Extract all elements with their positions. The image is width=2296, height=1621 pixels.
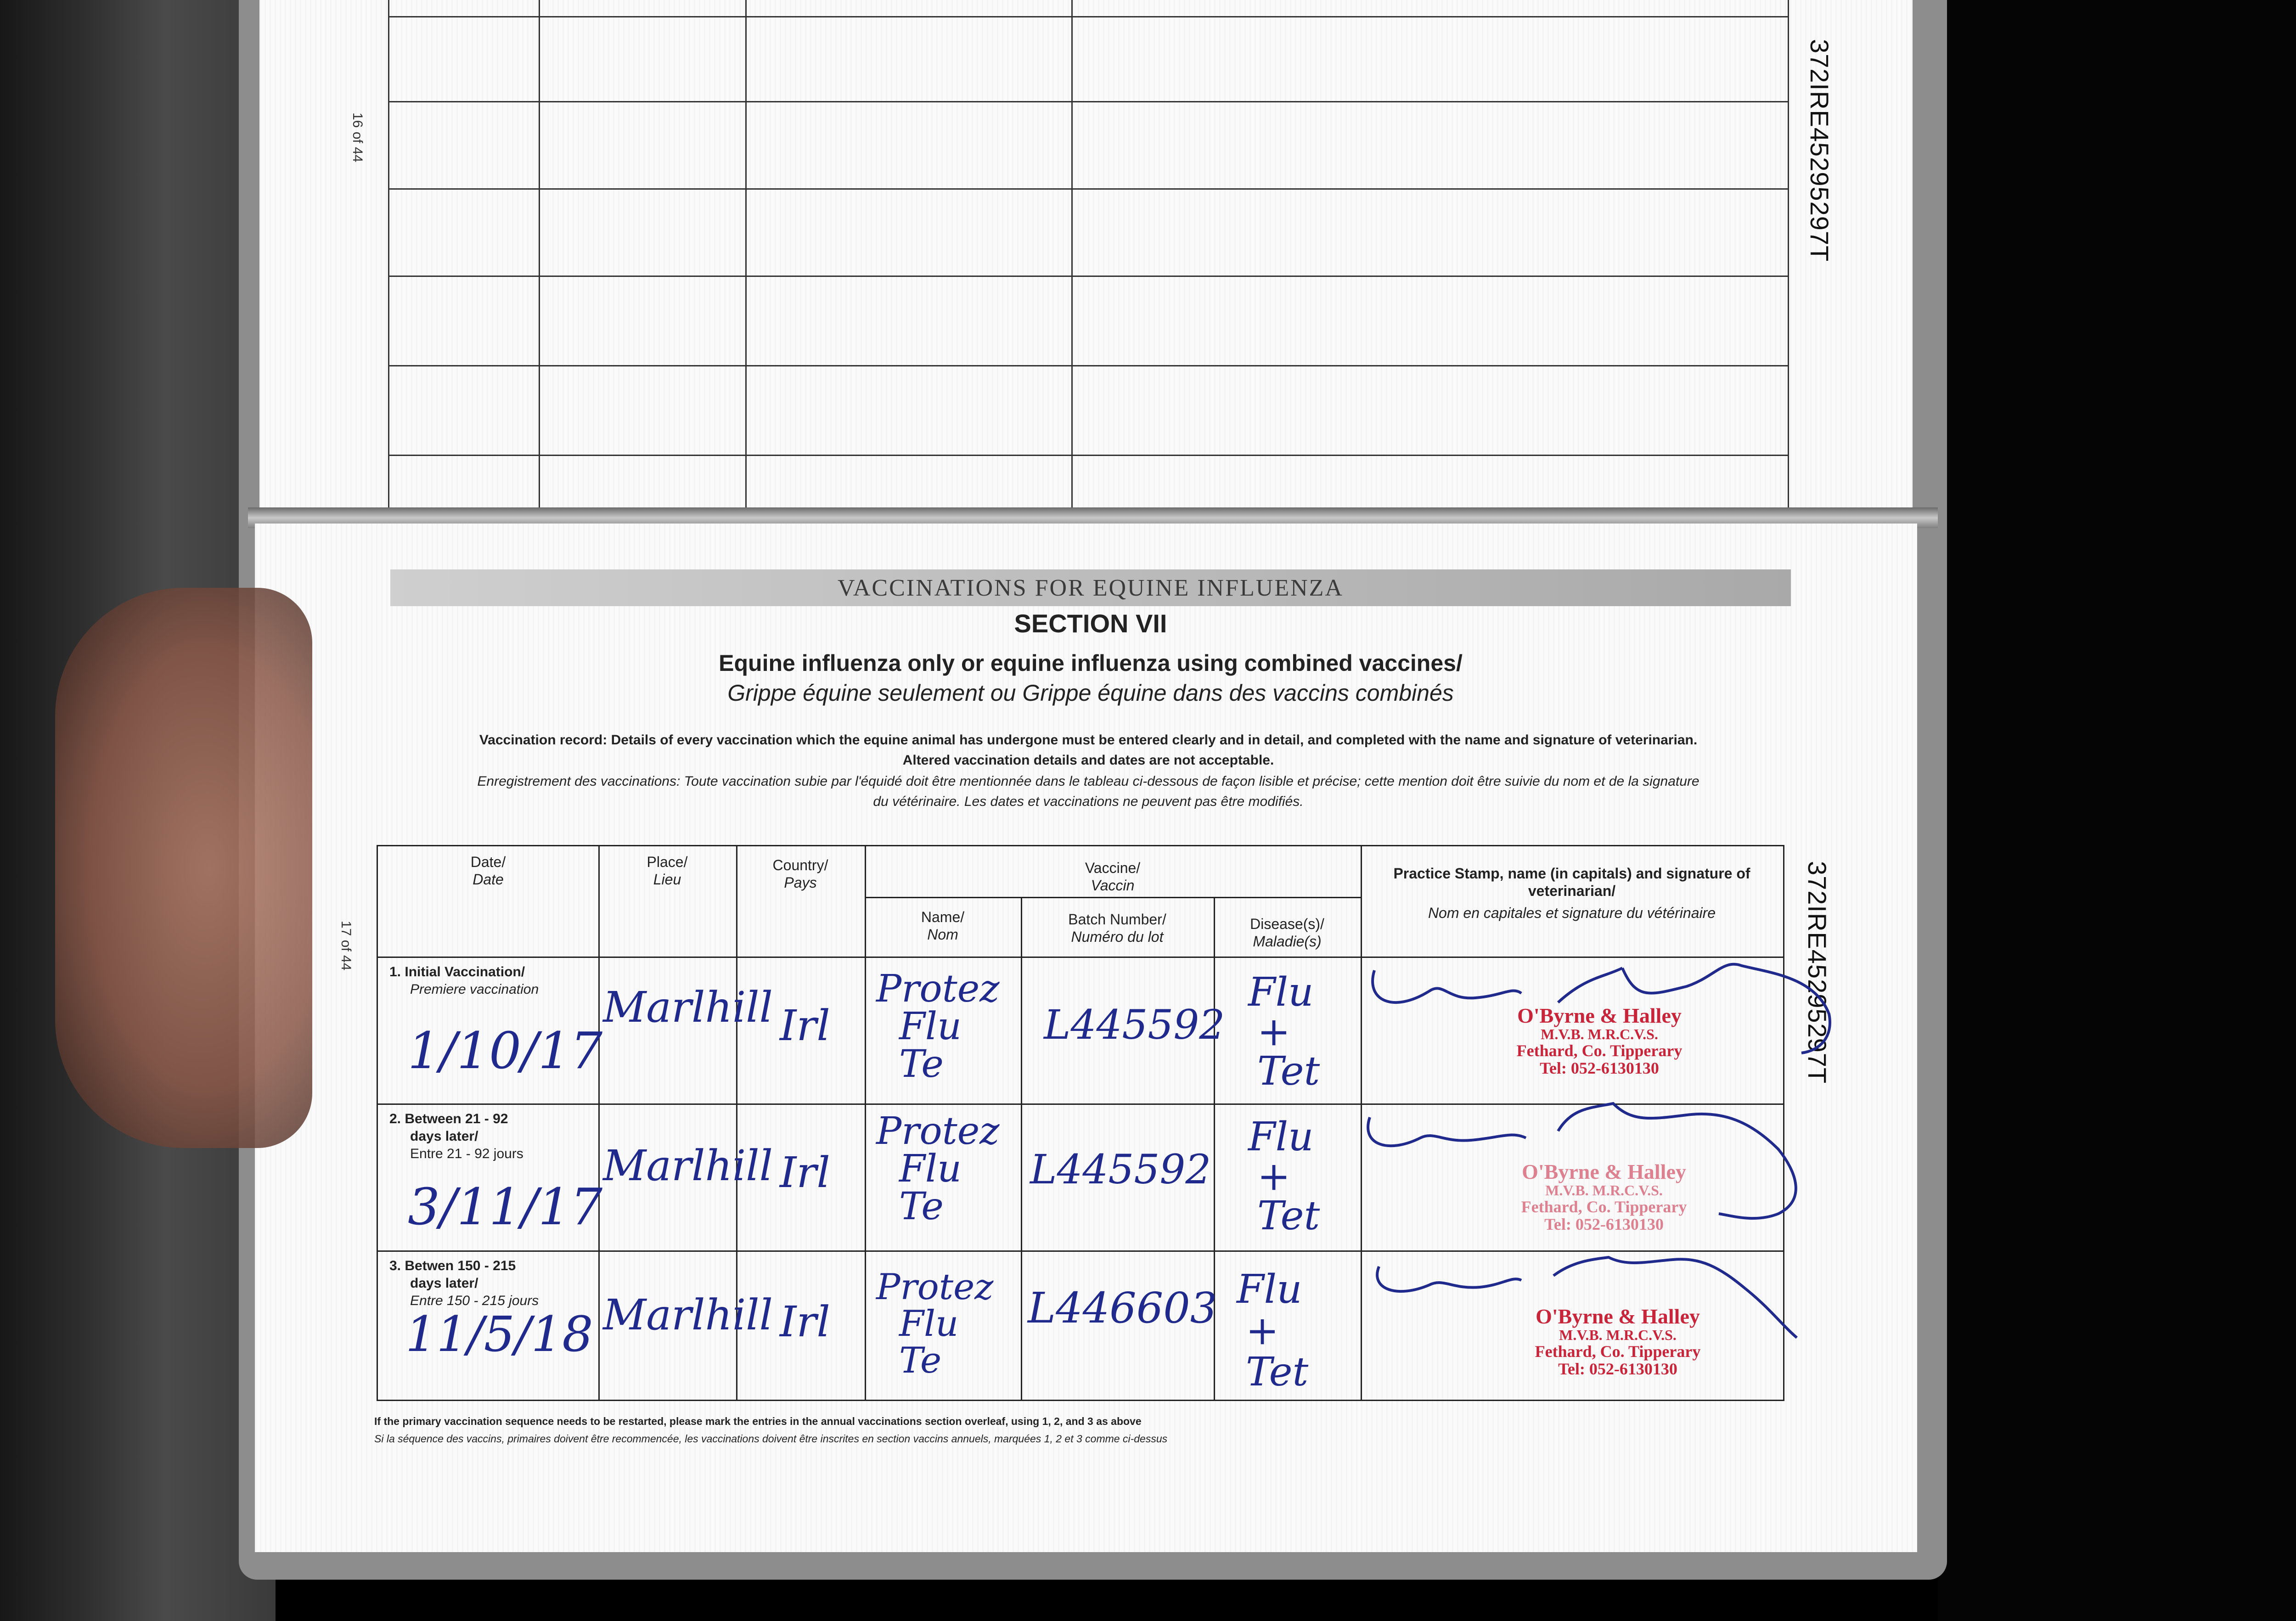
row-2-place: Marlhill [603,1141,773,1190]
row-2-label: 2. Between 21 - 92 days later/ Entre 21 - 92 jours [389,1111,523,1161]
footnote-english: If the primary vaccination sequence needs to be restarted, please mark the entries in the annual vaccinations section overleaf, using 1, 2, and 3 as above [374,1415,1142,1427]
vaccination-table [377,845,1784,1401]
row-3-disease: Flu + Tet [1237,1266,1309,1395]
thumb-holding-passport [55,588,312,1148]
passport-id-bottom: 372IRE45295297T [1803,861,1832,1084]
header-country: Country/ Pays [772,857,828,891]
footnote-french: Si la séquence des vaccins, primaires doivent être recommencée, les vaccinations doivent être inscrites en section vaccins annuels, marquées 1, 2 et 3 comme ci-dessus [374,1433,1168,1445]
header-batch-number: Batch Number/ Numéro du lot [1068,911,1166,945]
header-vaccine: Vaccine/ Vaccin [1085,860,1141,894]
header-diseases: Disease(s)/ Maladie(s) [1250,916,1324,950]
bottom-page-number: 17 of 44 [338,921,354,971]
row-3-label: 3. Betwen 150 - 215 days later/ Entre 150 - 215 jours [389,1258,539,1308]
row-2-disease: Flu + Tet [1248,1114,1320,1239]
row-2-date: 3/11/17 [408,1177,603,1236]
header-place: Place/ Lieu [647,854,688,888]
subtitle-english: Equine influenza only or equine influenza using combined vaccines/ [719,650,1463,676]
row-2-practice-stamp: O'Byrne & Halley M.V.B. M.R.C.V.S. Fethard, Co. Tipperary Tel: 052-6130130 [1521,1160,1687,1233]
header-date: Date/ Date [470,854,506,888]
row-3-country: Irl [780,1297,830,1346]
row-1-country: Irl [780,1001,830,1050]
top-page-empty-grid [388,0,1789,512]
section-banner: VACCINATIONS FOR EQUINE INFLUENZA [390,569,1791,606]
row-2-country: Irl [780,1148,830,1197]
header-practice-stamp: Practice Stamp, name (in capitals) and signature of veterinarian/ Nom en capitales et signature du vétérinaire [1393,865,1750,921]
row-3-date: 11/5/18 [405,1306,593,1362]
section-title: SECTION VII [1014,609,1167,638]
row-3-place: Marlhill [603,1290,773,1340]
row-1-batch: L445592 [1044,1001,1225,1048]
header-vaccine-name: Name/ Nom [921,909,965,943]
top-page-number: 16 of 44 [350,113,365,163]
row-3-vaccine-name: Protez Flu Te [876,1266,994,1381]
row-1-label: 1. Initial Vaccination/ Premiere vaccination [389,964,539,997]
passport-id-top: 372IRE45295297T [1805,39,1834,262]
record-note-french: Enregistrement des vaccinations: Toute vaccination subie par l'équidé doit être mentionnée dans le tableau ci-dessous de façon lisible et précise; cette mention doit être suivie du nom et de la signature du vétérinaire. Les dates et vaccinations ne peuvent pas être modifiés. [477,774,1699,809]
subtitle-french: Grippe équine seulement ou Grippe équine dans des vaccins combinés [727,680,1454,706]
row-1-place: Marlhill [603,983,773,1032]
row-3-batch: L446603 [1028,1283,1217,1333]
dark-background-right [1938,0,2296,1621]
row-3-practice-stamp: O'Byrne & Halley M.V.B. M.R.C.V.S. Fethard, Co. Tipperary Tel: 052-6130130 [1535,1305,1701,1378]
row-1-date: 1/10/17 [408,1021,603,1080]
row-2-batch: L445592 [1030,1146,1211,1193]
row-1-vaccine-name: Protez Flu Te [876,967,1000,1086]
record-note-english: Vaccination record: Details of every vaccination which the equine animal has undergone must be entered clearly and in detail, and completed with the name and signature of veterinarian. Altered vaccination details and dates are not acceptable. [479,732,1698,768]
row-2-vaccine-name: Protez Flu Te [876,1109,1000,1228]
row-1-practice-stamp: O'Byrne & Halley M.V.B. M.R.C.V.S. Fethard, Co. Tipperary Tel: 052-6130130 [1516,1004,1683,1077]
row-1-disease: Flu + Tet [1248,969,1320,1094]
